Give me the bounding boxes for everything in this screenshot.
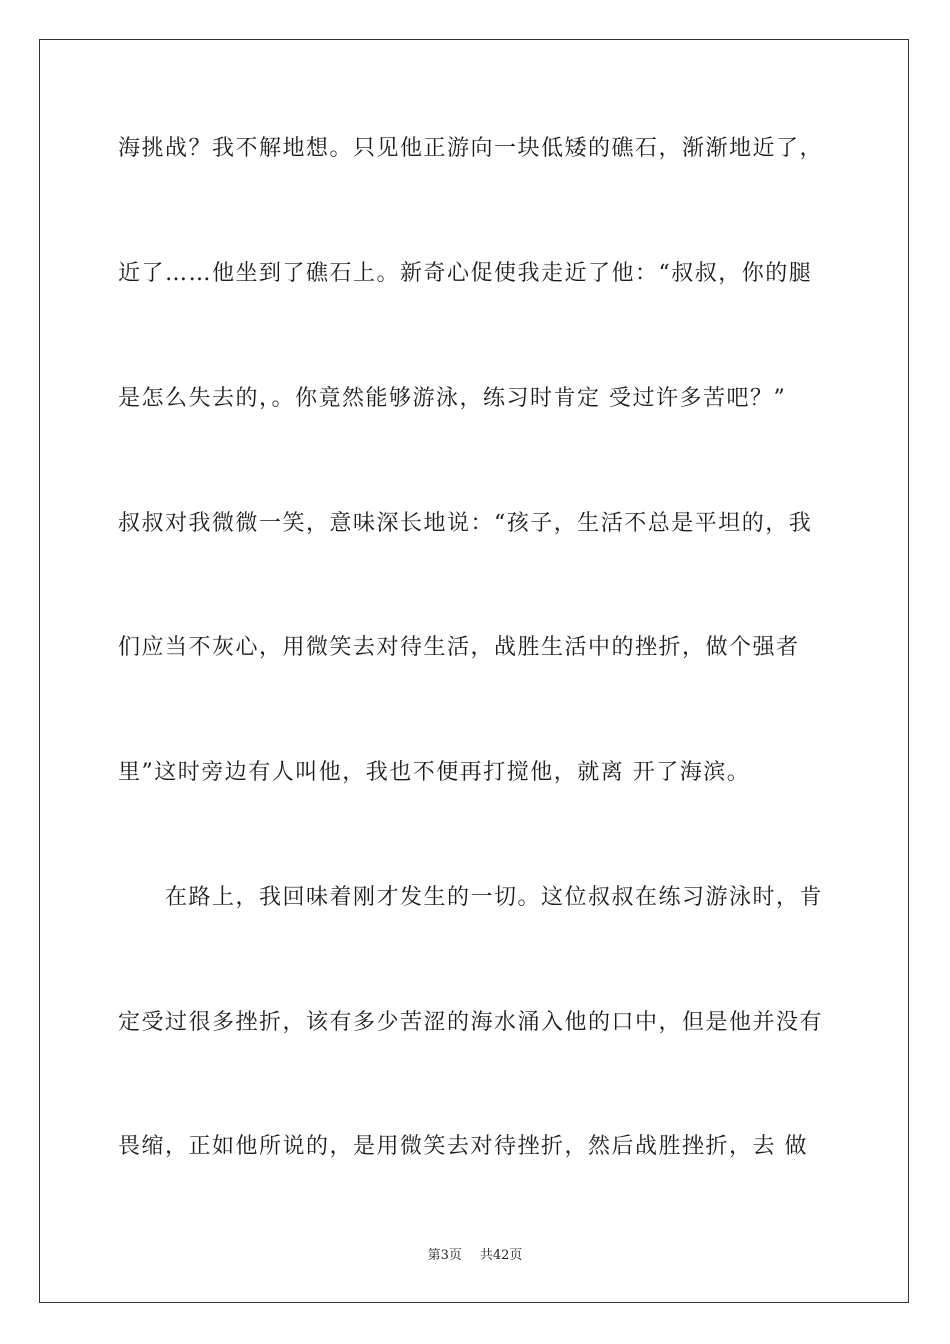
paragraph-line: 里”这时旁边有人叫他，我也不便再打搅他，就离 开了海滨。 (118, 760, 751, 785)
paragraph-line: 是怎么失去的，。你竟然能够游泳，练习时肯定 受过许多苦吧？” (118, 386, 787, 411)
paragraph-line: 畏缩，正如他所说的，是用微笑去对待挫折，然后战胜挫折，去 做 (118, 1134, 808, 1159)
page-footer (0, 1246, 950, 1266)
paragraph-line: 叔叔对我微微一笑，意味深长地说：“孩子，生活不总是平坦的，我 (118, 511, 813, 536)
page-total: 共42页 (479, 1248, 523, 1263)
paragraph-line: 近了……他坐到了礁石上。新奇心促使我走近了他：“叔叔，你的腿 (118, 261, 813, 286)
page-border (39, 39, 909, 1303)
paragraph-line: 在路上，我回味着刚才发生的一切。这位叔叔在练习游泳时，肯 (118, 885, 824, 910)
paragraph-line: 定受过很多挫折，该有多少苦涩的海水涌入他的口中，但是他并没有 (118, 1010, 824, 1035)
paragraph-line: 们应当不灰心，用微笑去对待生活，战胜生活中的挫折，做个强者 (118, 635, 800, 660)
page-number: 第3页 (427, 1248, 462, 1263)
paragraph-line: 海挑战？我不解地想。只见他正游向一块低矮的礁石，渐渐地近了， (118, 136, 824, 161)
